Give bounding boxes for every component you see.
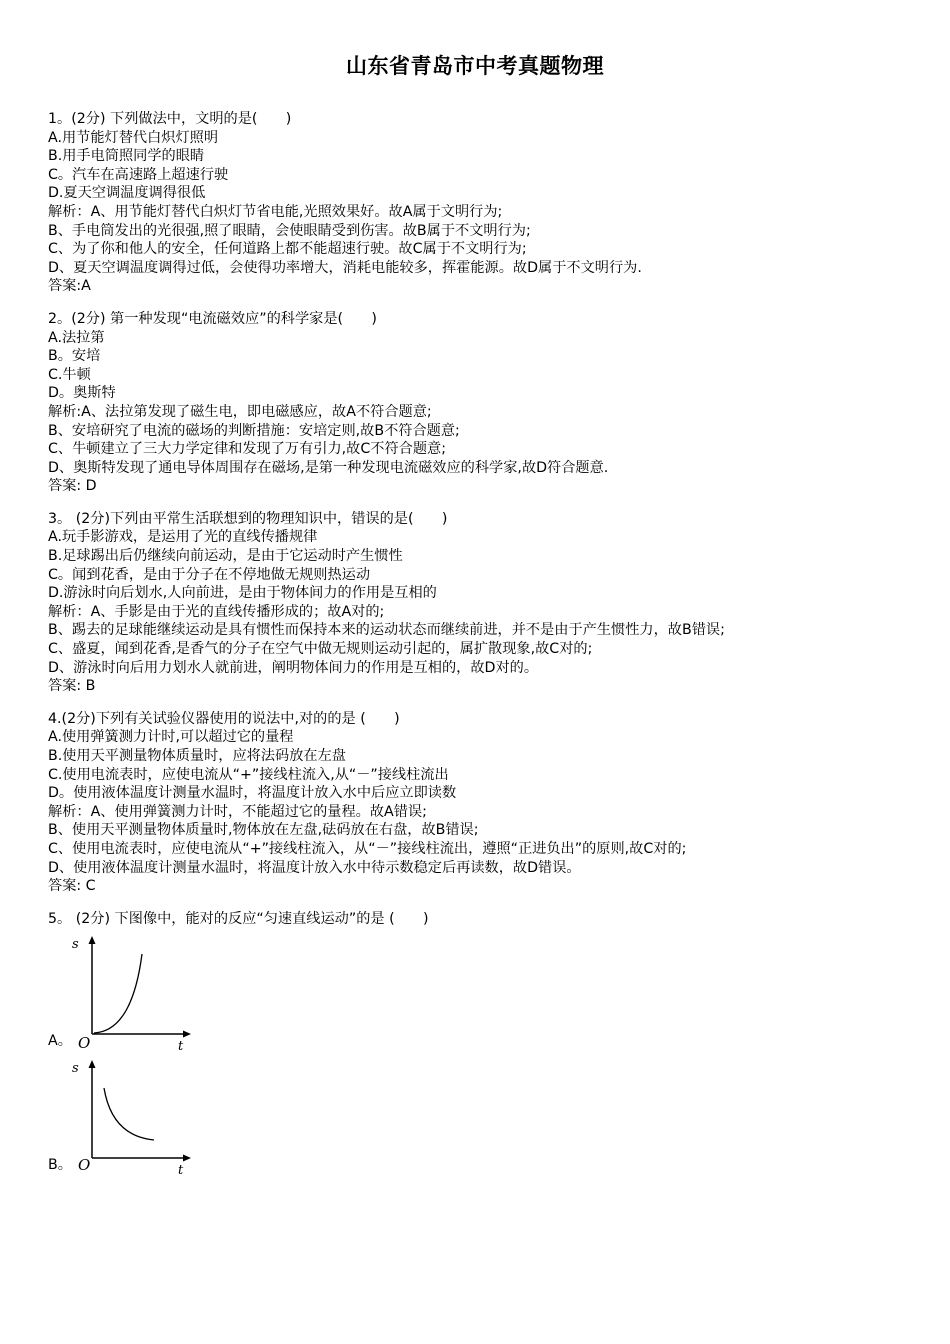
y-axis-arrow bbox=[89, 936, 96, 944]
x-axis-label: t bbox=[178, 1039, 184, 1053]
analysis-line: 解析：A、用节能灯替代白炽灯节省电能,光照效果好。故A属于文明行为; bbox=[48, 203, 503, 220]
analysis-line: C、牛顿建立了三大力学定律和发现了万有引力,故C不符合题意; bbox=[48, 441, 446, 458]
analysis-line: B、踢去的足球能继续运动是具有惯性而保持本来的运动状态而继续前进，并不是由于产生惯性力，故B错误; bbox=[48, 622, 725, 639]
option-d: D。使用液体温度计测量水温时，将温度计放入水中后应立即读数 bbox=[48, 785, 457, 802]
analysis-line: C、盛夏，闻到花香,是香气的分子在空气中做无规则运动引起的，属扩散现象,故C对的; bbox=[48, 641, 593, 658]
x-axis-label: t bbox=[178, 1163, 184, 1177]
question-stem: 2。(2分) 第一种发现“电流磁效应”的科学家是( ) bbox=[48, 310, 377, 327]
question-3 bbox=[48, 510, 928, 696]
question-1 bbox=[48, 110, 928, 296]
y-axis-arrow bbox=[89, 1060, 96, 1068]
graph-b-diagram bbox=[70, 1058, 200, 1176]
option-b: B。安培 bbox=[48, 348, 101, 365]
analysis-line: B、安培研究了电流的磁场的判断措施：安培定则,故B不符合题意; bbox=[48, 422, 460, 439]
option-c: C。闻到花香，是由于分子在不停地做无规则热运动 bbox=[48, 566, 371, 583]
question-stem: 1。(2分) 下列做法中，文明的是( ) bbox=[48, 111, 292, 127]
option-a-graph bbox=[48, 928, 928, 1052]
option-a-label: A。 bbox=[48, 1032, 72, 1049]
question-stem: 4.(2分)下列有关试验仪器使用的说法中,对的的是 ( ) bbox=[48, 710, 400, 727]
question-5 bbox=[48, 910, 928, 1177]
question-list bbox=[48, 110, 928, 1190]
question-4 bbox=[48, 710, 928, 896]
option-d: D.游泳时向后划水,人向前进，是由于物体间力的作用是互相的 bbox=[48, 585, 437, 602]
analysis-line: D、游泳时向后用力划水人就前进，阐明物体间力的作用是互相的，故D对的。 bbox=[48, 659, 539, 676]
curve bbox=[104, 1088, 154, 1140]
page-title: 山东省青岛市中考真题物理 bbox=[346, 54, 604, 78]
origin-label: O bbox=[78, 1034, 91, 1053]
analysis-line: D、夏天空调温度调得过低，会使得功率增大，消耗电能较多，挥霍能源。故D属于不文明行为. bbox=[48, 259, 642, 276]
option-c: C。汽车在高速路上超速行驶 bbox=[48, 166, 229, 183]
analysis-line: B、使用天平测量物体质量时,物体放在左盘,砝码放在右盘，故B错误; bbox=[48, 822, 479, 839]
option-a: A.使用弹簧测力计时,可以超过它的量程 bbox=[48, 729, 294, 746]
analysis-line: 解析：A、使用弹簧测力计时，不能超过它的量程。故A错误; bbox=[48, 803, 427, 820]
answer: 答案: C bbox=[48, 878, 96, 895]
analysis-line: D、使用液体温度计测量水温时，将温度计放入水中待示数稳定后再读数，故D错误。 bbox=[48, 859, 581, 876]
option-d: D。奥斯特 bbox=[48, 385, 116, 402]
question-stem: 3。 (2分)下列由平常生活联想到的物理知识中，错误的是( ) bbox=[48, 510, 448, 527]
option-b-graph bbox=[48, 1052, 928, 1176]
answer: 答案: D bbox=[48, 478, 97, 495]
option-a: A.用节能灯替代白炽灯照明 bbox=[48, 129, 219, 146]
x-axis-arrow bbox=[183, 1031, 191, 1038]
option-b: B.使用天平测量物体质量时，应将法码放在左盘 bbox=[48, 748, 346, 764]
question-stem: 5。 (2分) 下图像中，能对的反应“匀速直线运动”的是 ( ) bbox=[48, 910, 429, 927]
question-2 bbox=[48, 310, 928, 496]
answer: 答案: B bbox=[48, 678, 96, 695]
option-b-label: B。 bbox=[48, 1156, 72, 1173]
graph-a-diagram bbox=[70, 934, 200, 1052]
y-axis-label: s bbox=[72, 937, 79, 953]
analysis-line: B、手电筒发出的光很强,照了眼睛，会使眼睛受到伤害。故B属于不文明行为; bbox=[48, 222, 531, 239]
origin-label: O bbox=[78, 1156, 91, 1175]
curve bbox=[94, 954, 142, 1033]
option-c: C.牛顿 bbox=[48, 366, 91, 383]
option-b: B.用手电筒照同学的眼睛 bbox=[48, 148, 205, 165]
option-d: D.夏天空调温度调得很低 bbox=[48, 185, 206, 202]
option-c: C.使用电流表时，应使电流从“+”接线柱流入,从“－”接线柱流出 bbox=[48, 766, 449, 783]
option-b: B.足球踢出后仍继续向前运动，是由于它运动时产生惯性 bbox=[48, 548, 403, 565]
analysis-line: D、奥斯特发现了通电导体周围存在磁场,是第一种发现电流磁效应的科学家,故D符合题意. bbox=[48, 459, 609, 476]
answer: 答案:A bbox=[48, 278, 91, 295]
analysis-line: C、使用电流表时，应使电流从“+”接线柱流入，从“－”接线柱流出，遵照“正进负出”的原则,故C对的; bbox=[48, 840, 687, 857]
analysis-line: C、为了你和他人的安全，任何道路上都不能超速行驶。故C属于不文明行为; bbox=[48, 241, 527, 258]
analysis-line: 解析：A、手影是由于光的直线传播形成的；故A对的; bbox=[48, 603, 385, 620]
option-a: A.玩手影游戏，是运用了光的直线传播规律 bbox=[48, 529, 318, 546]
y-axis-label: s bbox=[72, 1061, 79, 1077]
x-axis-arrow bbox=[183, 1155, 191, 1162]
analysis-line: 解析:A、法拉第发现了磁生电，即电磁感应，故A不符合题意; bbox=[48, 403, 432, 420]
option-a: A.法拉第 bbox=[48, 329, 105, 346]
